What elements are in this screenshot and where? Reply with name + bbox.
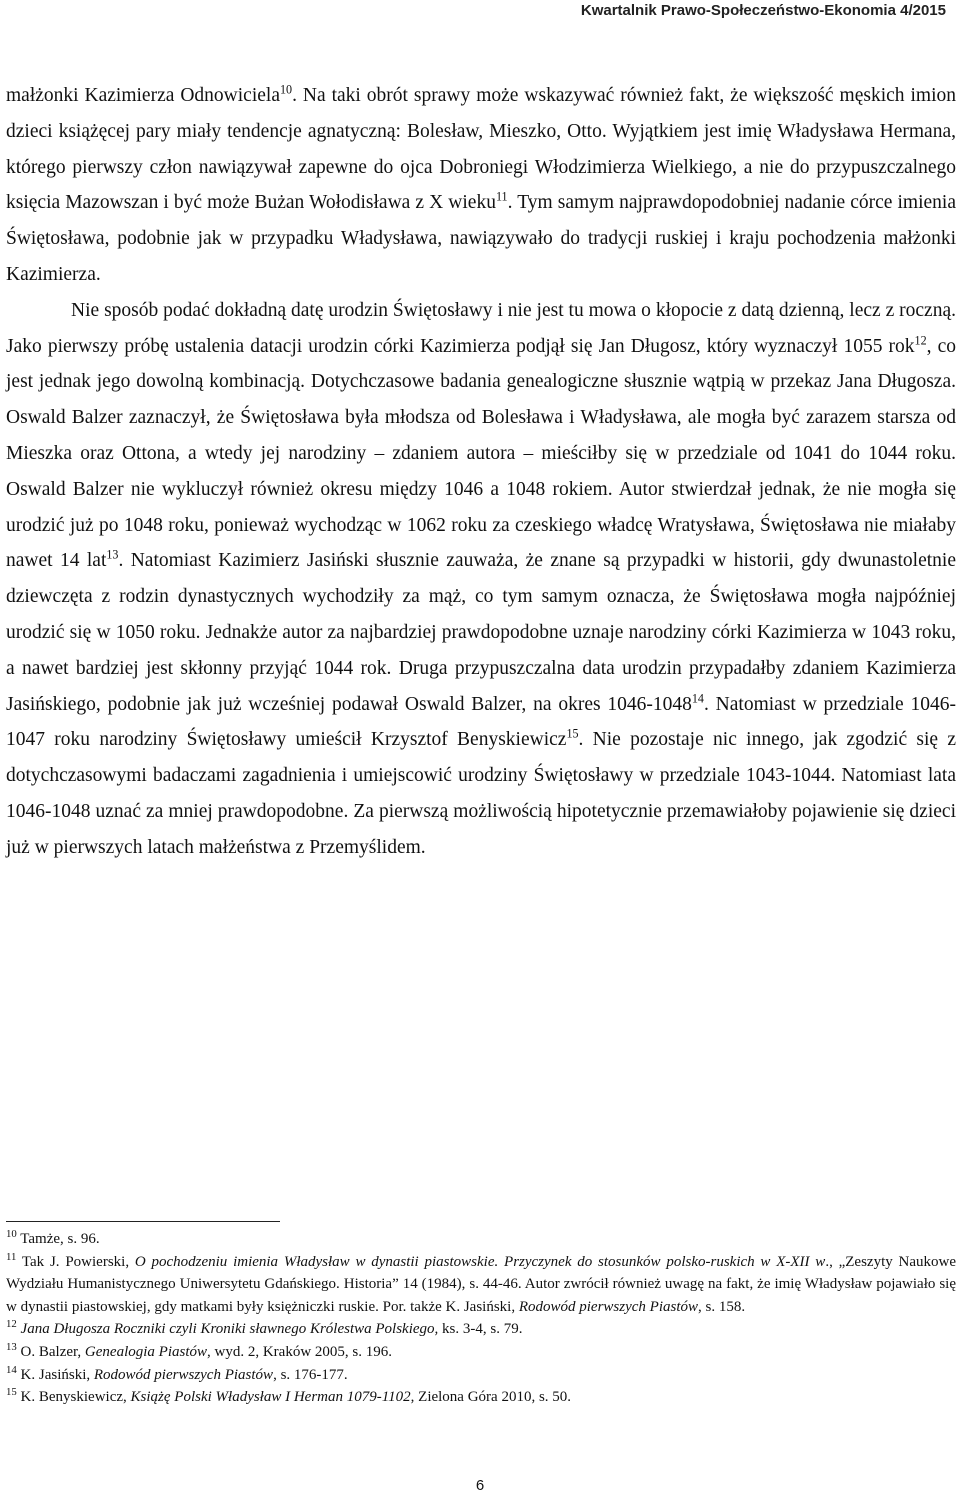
text-segment: Nie sposób podać dokładną datę urodzin Świętosławy i nie jest tu mowa o kłopocie z datą dzienną, lecz z roczną. Jako pierwszy próbę ustalenia datacji urodzin córki Kazimierza podjął się Jan Długosz, który wyznaczył 1055 rok <box>6 299 956 357</box>
text-segment: . Na taki obrót sprawy może wskazywać również fakt, że większość męskich imion dzieci książęcej pary miały tendencje agnatyczną: Bolesław, Mieszko, Otto. Wyjątkiem jest imię Władysława Hermana, którego pierwszy człon nawiązywał zapewne do ojca Dobroniegi Włodzimierza Wielkiego, a nie do przypuszczalnego księcia Mazowszan i być może Bużan Wołodisława z X wieku <box>6 85 956 214</box>
page-number: 6 <box>475 1477 485 1494</box>
main-text <box>6 78 956 866</box>
footnote-ref-14[interactable]: 14 <box>691 691 704 706</box>
text-segment: . Natomiast w przedziale 1046-1047 roku narodziny Świętosławy umieścił Krzysztof Benyskiewicz <box>6 693 956 751</box>
footnote-number: 12 <box>6 1318 17 1331</box>
footnote-separator <box>6 1221 280 1222</box>
footnote-text: , wyd. 2, Kraków 2005, s. 196. <box>207 1343 392 1360</box>
footnote-text: K. Benyskiewicz, <box>16 1389 131 1406</box>
footnote-text: ks. 3-4, s. 79. <box>438 1321 523 1338</box>
footnote-text: K. Jasiński, <box>16 1366 94 1383</box>
text-segment: małżonki Kazimierza Odnowiciela <box>6 85 280 106</box>
footnote-ref-11[interactable]: 11 <box>495 189 508 204</box>
footnote-title: Rodowód pierwszych Piastów <box>93 1366 274 1383</box>
text-segment: . Natomiast Kazimierz Jasiński słusznie zauważa, że znane są przypadki w historii, gdy dwunastoletnie dziewczęta z rodzin dynastycznych wychodziły za mąż, co tym samym oznacza, że Świętosława mogła najpóźniej urodzić się w 1050 roku. Jednakże autor za najbardziej prawdopodobne uznaje narodziny córki Kazimierza w 1043 roku, a nawet bardziej jest skłonny przyjąć 1044 rok. Druga przypuszczalna data urodzin przypadałby zdaniem Kazimierza Jasińskiego, podobnie jak już wcześniej podawał Oswald Balzer, na okres 1046-1048 <box>6 550 956 715</box>
footnote-text: Tak J. Powierski, <box>16 1253 135 1270</box>
paragraph-1 <box>6 78 956 293</box>
footnote-11 <box>6 1251 956 1319</box>
footnote-number: 13 <box>6 1340 17 1353</box>
paragraph-2 <box>6 293 956 866</box>
footnote-text: ., „Zeszyty Naukowe Wydziału Humanistycznego Uniwersytetu Gdańskiego. Historia” 14 (1984), s. 44-46. Autor zwrócił również uwagę na fakt, że imię Władysław pojawiało się w dynastii piastowskiej, gdy matkami były księżniczki ruskie. Por. także K. Jasiński, <box>6 1253 956 1315</box>
footnote-text: O. Balzer, <box>16 1343 85 1360</box>
footnote-number: 15 <box>6 1386 17 1399</box>
footnote-text: , s. 176-177. <box>273 1366 348 1383</box>
footnote-10 <box>6 1228 956 1251</box>
journal-header: Kwartalnik Prawo-Społeczeństwo-Ekonomia 4/2015 <box>580 2 946 19</box>
footnote-12 <box>6 1318 956 1341</box>
footnote-13 <box>6 1341 956 1364</box>
footnote-title: Książę Polski Władysław I Herman 1079-1102 <box>130 1389 411 1406</box>
footnote-title: Jana Długosza Roczniki czyli Kroniki sławnego Królestwa Polskiego, <box>20 1321 439 1338</box>
footnote-text: Tamże, s. 96. <box>16 1231 100 1247</box>
text-segment: . Nie pozostaje nic innego, jak zgodzić się z dotychczasowymi badaczami zagadnienia i umiejscowić urodziny Świętosławy w przedziale 1043-1044. Natomiast lata 1046-1048 uznać za mniej prawdopodobne. Za pierwszą możliwością hipotetycznie przemawiałoby pojawienie się dzieci już w pierwszych latach małżeństwa z Przemyślidem. <box>6 729 957 858</box>
footnote-number: 10 <box>6 1228 17 1240</box>
footnote-14 <box>6 1364 956 1387</box>
footnote-text: , s. 158. <box>698 1298 746 1315</box>
footnote-ref-13[interactable]: 13 <box>106 547 119 562</box>
footnote-title: Genealogia Piastów <box>84 1343 207 1360</box>
footnote-text: , Zielona Góra 2010, s. 50. <box>410 1389 572 1406</box>
footnote-title: O pochodzeniu imienia Władysław w dynastii piastowskie. Przyczynek do stosunków polsko-ruskich w X-XII w <box>134 1253 826 1270</box>
footnote-title: Rodowód pierwszych Piastów <box>518 1298 699 1315</box>
footnote-15 <box>6 1386 956 1409</box>
footnote-number: 14 <box>6 1363 17 1376</box>
footnote-ref-10[interactable]: 10 <box>279 82 293 97</box>
footnote-ref-15[interactable]: 15 <box>566 726 579 741</box>
footnote-ref-12[interactable]: 12 <box>914 333 927 348</box>
footnotes <box>6 1228 956 1409</box>
text-segment: , co jest jednak jego dowolną kombinacją. Dotychczasowe badania genealogiczne słusznie wątpią w przekaz Jana Długosza. Oswald Balzer zaznaczył, że Świętosława była młodsza od Bolesława i Władysława, ale mogła być zarazem starsza od Mieszka oraz Ottona, a wtedy jej narodziny – zdaniem autora – mieściłby się w przedziale od 1041 do 1044 roku. Oswald Balzer nie wykluczył również okresu między 1046 a 1048 rokiem. Autor stwierdzał jednak, że nie mogła się urodzić już po 1048 roku, ponieważ wychodząc w 1062 roku za czeskiego władcę Wratysława, Świętosława nie miałaby nawet 14 lat <box>6 335 957 572</box>
footnote-number: 11 <box>6 1250 17 1263</box>
text-segment: . Tym samym najprawdopodobniej nadanie córce imienia Świętosława, podobnie jak w przypadku Władysława, nawiązywało do tradycji ruskiej i kraju pochodzenia małżonki Kazimierza. <box>6 192 956 285</box>
